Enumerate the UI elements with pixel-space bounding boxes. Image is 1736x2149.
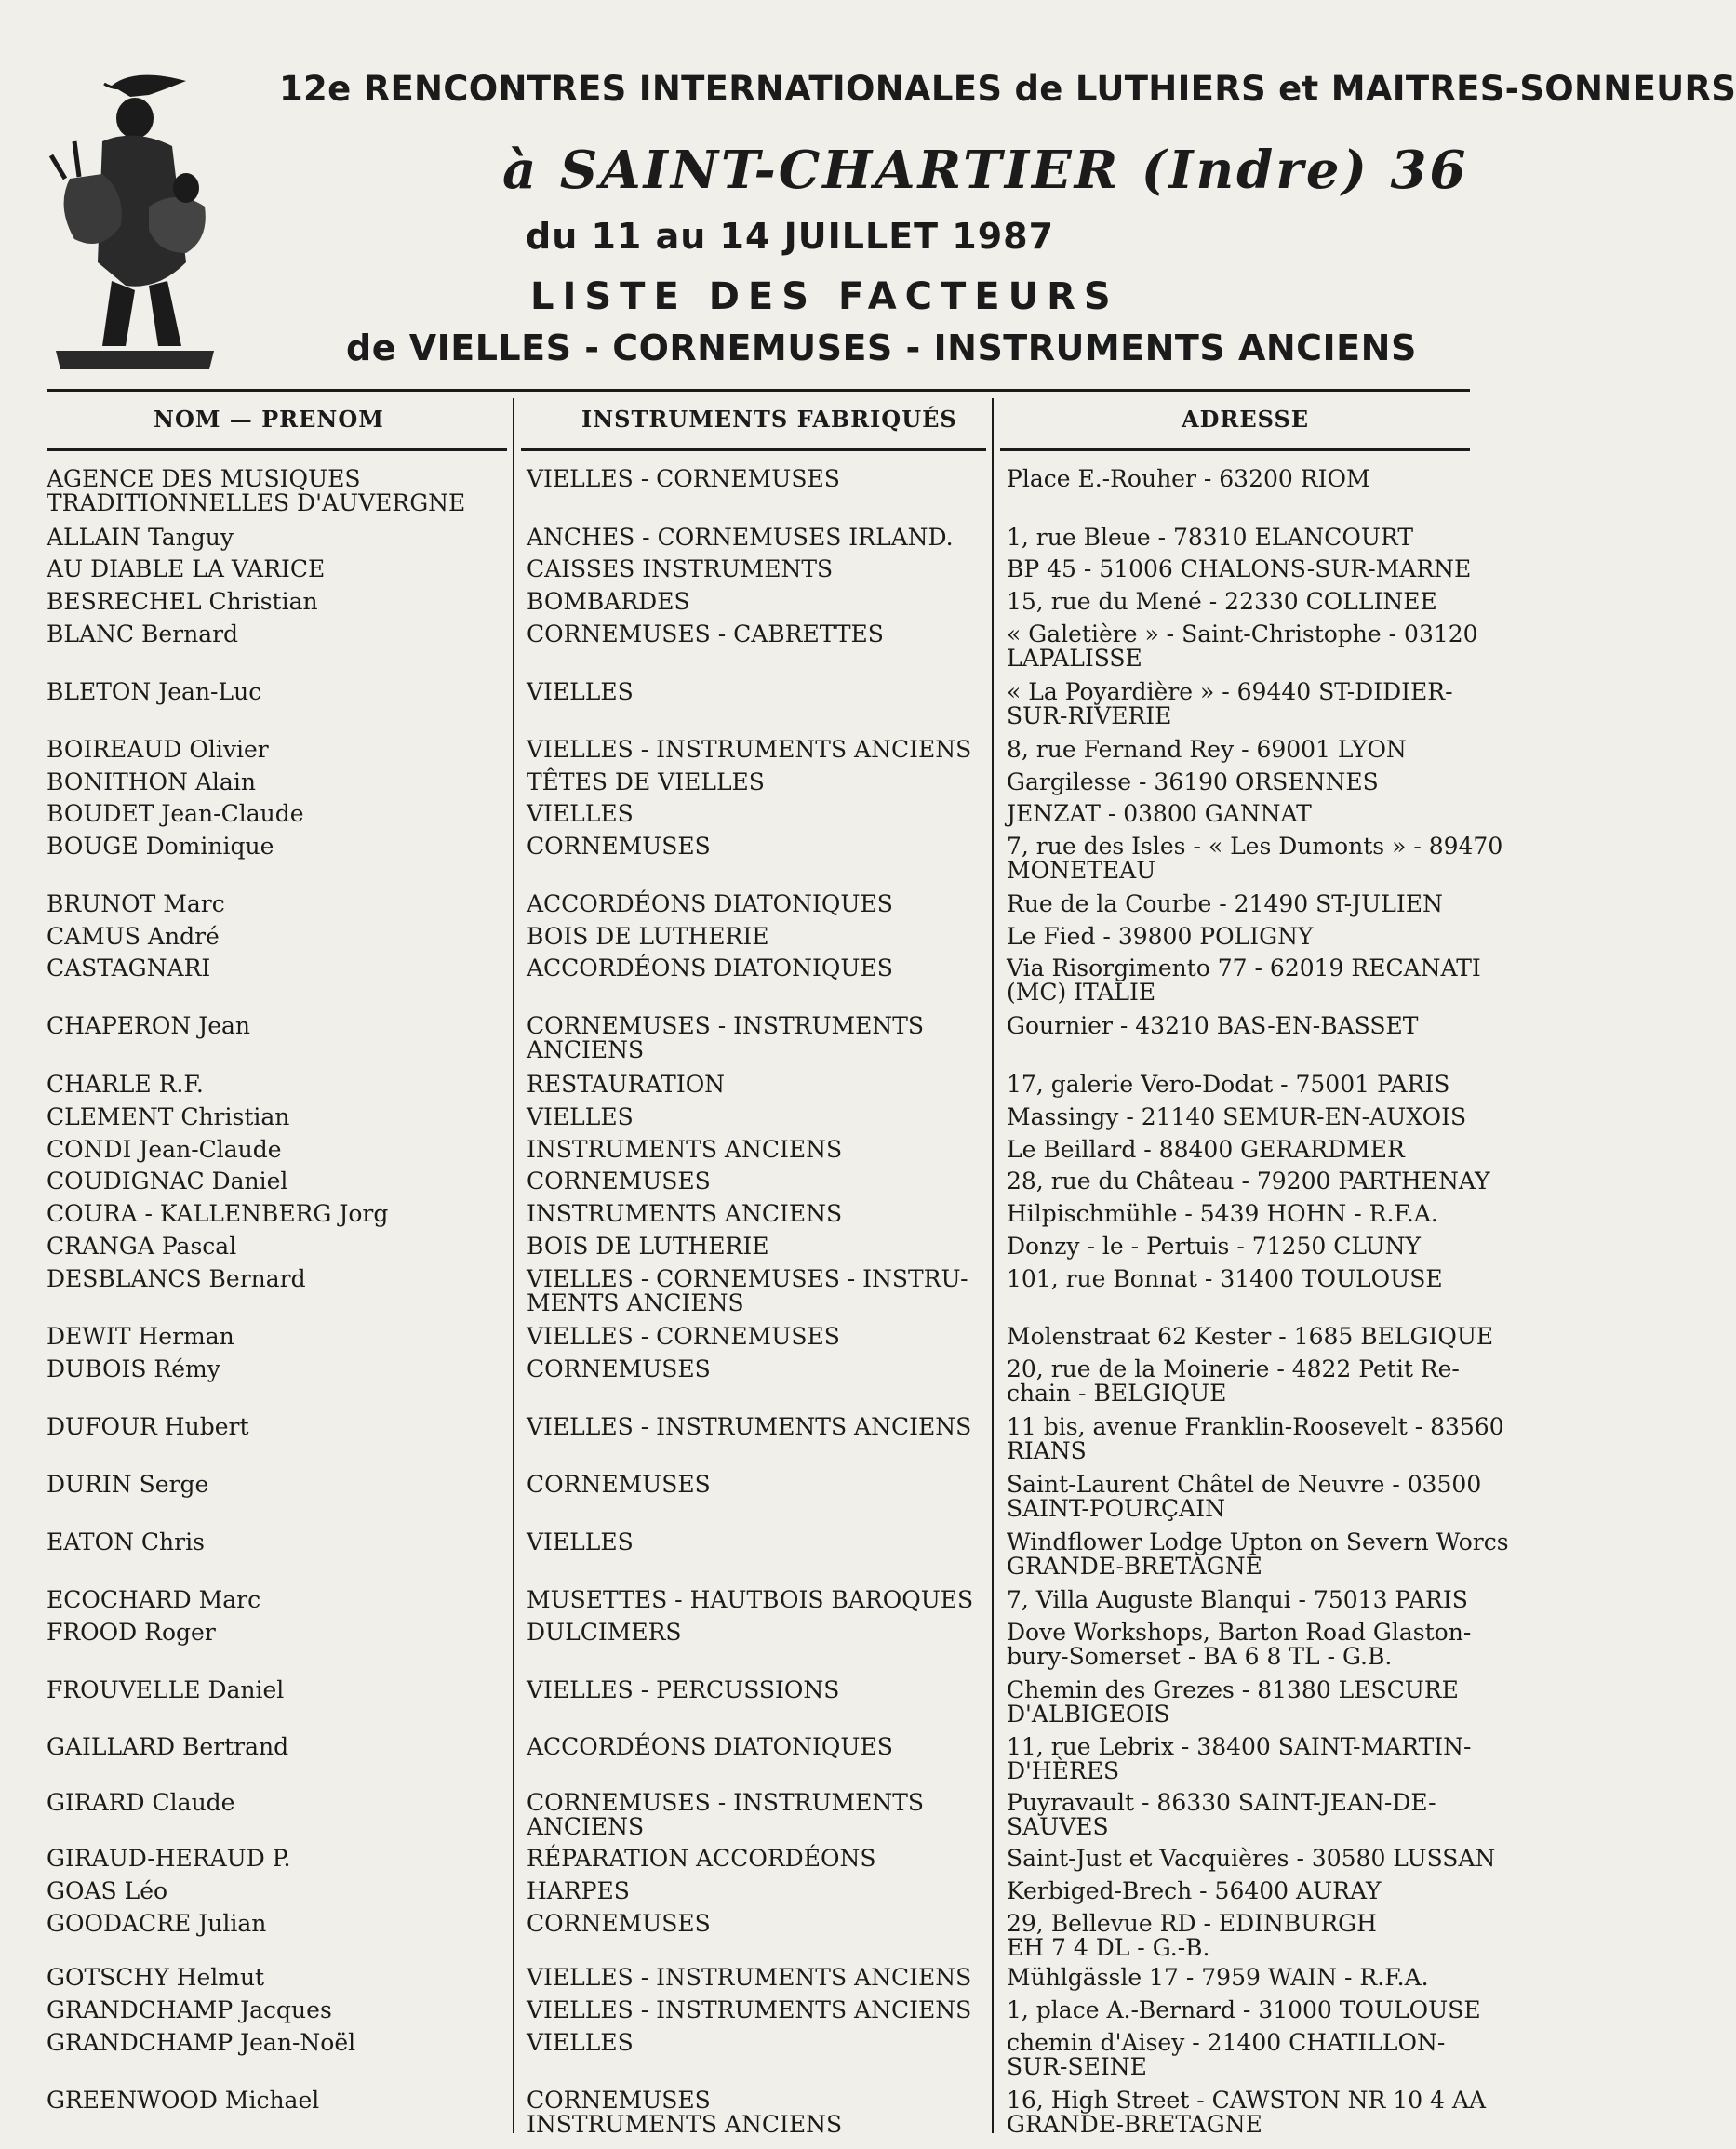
instruments-cell <box>527 1530 634 1555</box>
header-rule <box>47 389 1470 392</box>
instruments-cell-line: RÉPARATION ACCORDÉONS <box>527 1845 876 1872</box>
instruments-cell-line: BOIS DE LUTHERIE <box>527 1233 769 1260</box>
maker-name-cell-line: COURA - KALLENBERG Jorg <box>47 1200 389 1227</box>
address-cell <box>1007 1735 1472 1783</box>
instruments-cell-line: VIELLES <box>527 800 634 827</box>
maker-name-cell <box>47 738 269 762</box>
maker-name-cell <box>47 590 318 614</box>
maker-name-cell-line: FROOD Roger <box>47 1619 216 1646</box>
instruments-cell-line: MUSETTES - HAUTBOIS BAROQUES <box>527 1586 974 1613</box>
instruments-cell <box>527 1169 711 1194</box>
instruments-cell-line: ACCORDÉONS DIATONIQUES <box>527 1733 893 1760</box>
maker-name-cell-line: BLANC Bernard <box>47 621 239 647</box>
instruments-cell <box>527 1105 634 1129</box>
instruments-cell <box>527 1014 924 1062</box>
address-cell <box>1007 956 1481 1005</box>
instruments-cell-line: VIELLES <box>527 1528 634 1555</box>
instruments-cell <box>527 590 690 614</box>
instruments-cell-line: CORNEMUSES <box>527 833 711 860</box>
instruments-cell <box>527 680 634 704</box>
address-cell <box>1007 1235 1421 1259</box>
maker-name-cell-line: CONDI Jean-Claude <box>47 1136 282 1163</box>
maker-name-cell <box>47 1791 234 1815</box>
column-header-underline-2 <box>521 448 986 451</box>
address-cell <box>1007 1588 1468 1612</box>
instruments-cell-line: CORNEMUSES <box>527 2087 711 2114</box>
maker-name-cell-line: ALLAIN Tanguy <box>47 524 234 551</box>
instruments-cell-line: ANCIENS <box>527 1036 645 1063</box>
instruments-cell-line: VIELLES - INSTRUMENTS ANCIENS <box>527 736 972 763</box>
instruments-cell-line: ANCIENS <box>527 1813 645 1840</box>
maker-name-cell-line: GRANDCHAMP Jacques <box>47 1996 332 2023</box>
instruments-cell <box>527 1073 725 1097</box>
address-cell-line: Puyravault - 86330 SAINT-JEAN-DE- <box>1007 1789 1436 1816</box>
maker-name-cell <box>47 1530 205 1555</box>
maker-name-cell-line: BRUNOT Marc <box>47 890 225 917</box>
maker-name-cell-line: GOAS Léo <box>47 1877 168 1904</box>
address-cell-line: Massingy - 21140 SEMUR-EN-AUXOIS <box>1007 1103 1467 1130</box>
maker-name-cell-line: CHARLE R.F. <box>47 1071 204 1098</box>
header-event-title: 12e RENCONTRES INTERNATIONALES de LUTHIERS et MAITRES-SONNEURS <box>279 69 1736 109</box>
maker-name-cell-line: BESRECHEL Christian <box>47 588 318 615</box>
column-rule-1 <box>513 398 514 2133</box>
instruments-cell-line: RESTAURATION <box>527 1071 726 1098</box>
address-cell-line: Rue de la Courbe - 21490 ST-JULIEN <box>1007 890 1443 917</box>
instruments-cell-line: VIELLES - INSTRUMENTS ANCIENS <box>527 1996 972 2023</box>
address-cell-line: 1, place A.-Bernard - 31000 TOULOUSE <box>1007 1996 1481 2023</box>
maker-name-cell <box>47 956 210 981</box>
instruments-cell-line: VIELLES - CORNEMUSES <box>527 1323 840 1350</box>
maker-name-cell-line: FROUVELLE Daniel <box>47 1676 285 1703</box>
address-cell <box>1007 1678 1459 1727</box>
maker-name-cell-line: ECOCHARD Marc <box>47 1586 261 1613</box>
address-cell-line: GRANDE-BRETAGNE <box>1007 2111 1262 2138</box>
address-cell-line: SUR-SEINE <box>1007 2053 1147 2080</box>
instruments-cell <box>527 1966 971 1990</box>
maker-name-cell <box>47 467 465 515</box>
address-cell-line: Chemin des Grezes - 81380 LESCURE <box>1007 1676 1459 1703</box>
instruments-cell-line: HARPES <box>527 1877 630 1904</box>
address-cell-line: 16, High Street - CAWSTON NR 10 4 AA <box>1007 2087 1487 2114</box>
address-cell-line: 1, rue Bleue - 78310 ELANCOURT <box>1007 524 1413 551</box>
instruments-cell-line: CORNEMUSES <box>527 1910 711 1937</box>
instruments-cell-line: ANCHES - CORNEMUSES IRLAND. <box>527 524 954 551</box>
instruments-cell-line: VIELLES - CORNEMUSES - INSTRU- <box>527 1265 968 1292</box>
address-cell-line: Windflower Lodge Upton on Severn Worcs <box>1007 1528 1509 1555</box>
maker-name-cell <box>47 1735 288 1759</box>
address-cell-line: Saint-Just et Vacquières - 30580 LUSSAN <box>1007 1845 1496 1872</box>
instruments-cell-line: CORNEMUSES - INSTRUMENTS <box>527 1789 925 1816</box>
instruments-cell-line: TÊTES DE VIELLES <box>527 768 765 795</box>
address-cell-line: Gargilesse - 36190 ORSENNES <box>1007 768 1379 795</box>
maker-name-cell-line: GOODACRE Julian <box>47 1910 267 1937</box>
maker-name-cell <box>47 557 325 581</box>
header-instruments-subtitle: de VIELLES - CORNEMUSES - INSTRUMENTS ANCIENS <box>346 327 1417 368</box>
instruments-cell <box>527 956 893 981</box>
address-cell <box>1007 2089 1486 2137</box>
maker-name-cell-line: CLEMENT Christian <box>47 1103 290 1130</box>
instruments-cell-line: CORNEMUSES - INSTRUMENTS <box>527 1012 925 1039</box>
address-cell-line: Le Beillard - 88400 GERARDMER <box>1007 1136 1405 1163</box>
maker-name-cell <box>47 1998 332 2022</box>
address-cell <box>1007 1202 1438 1226</box>
maker-name-cell-line: DURIN Serge <box>47 1471 209 1498</box>
instruments-cell-line: CAISSES INSTRUMENTS <box>527 555 834 582</box>
address-cell <box>1007 467 1370 491</box>
address-cell-line: Dove Workshops, Barton Road Glaston- <box>1007 1619 1472 1646</box>
column-header-underline-3 <box>1000 448 1470 451</box>
instruments-cell <box>527 925 769 949</box>
address-cell-line: BP 45 - 51006 CHALONS-SUR-MARNE <box>1007 555 1472 582</box>
instruments-cell-line: DULCIMERS <box>527 1619 682 1646</box>
maker-name-cell <box>47 1357 220 1382</box>
address-cell <box>1007 834 1502 883</box>
instruments-cell-line: VIELLES <box>527 678 634 705</box>
address-cell <box>1007 892 1443 916</box>
header-dates: du 11 au 14 JUILLET 1987 <box>526 216 1055 257</box>
maker-name-cell <box>47 1415 249 1439</box>
instruments-cell-line: CORNEMUSES <box>527 1355 711 1382</box>
maker-name-cell-line: TRADITIONNELLES D'AUVERGNE <box>47 489 466 516</box>
maker-name-cell <box>47 1966 264 1990</box>
instruments-cell <box>527 557 833 581</box>
address-cell-line: 17, galerie Vero-Dodat - 75001 PARIS <box>1007 1071 1450 1098</box>
instruments-cell <box>527 892 893 916</box>
address-cell-line: 7, rue des Isles - « Les Dumonts » - 89470 <box>1007 833 1503 860</box>
header-location: à SAINT-CHARTIER (Indre) 36 <box>502 140 1469 201</box>
maker-name-cell-line: GOTSCHY Helmut <box>47 1964 265 1991</box>
address-cell-line: LAPALISSE <box>1007 645 1142 672</box>
maker-name-cell <box>47 1138 282 1162</box>
maker-name-cell <box>47 1105 289 1129</box>
instruments-cell <box>527 1325 840 1349</box>
address-cell <box>1007 1847 1495 1871</box>
address-cell <box>1007 770 1379 794</box>
instruments-cell <box>527 1415 971 1439</box>
address-cell-line: Donzy - le - Pertuis - 71250 CLUNY <box>1007 1233 1422 1260</box>
maker-name-cell <box>47 680 261 704</box>
instruments-cell-line: INSTRUMENTS ANCIENS <box>527 1200 843 1227</box>
maker-name-cell-line: CASTAGNARI <box>47 954 211 981</box>
maker-name-cell-line: DESBLANCS Bernard <box>47 1265 306 1292</box>
column-header-nom-prenom: NOM — PRENOM <box>154 406 384 433</box>
maker-name-cell <box>47 1621 216 1645</box>
maker-name-cell <box>47 892 225 916</box>
address-cell-line: 101, rue Bonnat - 31400 TOULOUSE <box>1007 1265 1443 1292</box>
instruments-cell-line: MENTS ANCIENS <box>527 1289 744 1316</box>
address-cell <box>1007 1621 1471 1669</box>
instruments-cell-line: INSTRUMENTS ANCIENS <box>527 1136 843 1163</box>
maker-name-cell <box>47 1267 306 1291</box>
maker-name-cell <box>47 1473 208 1497</box>
maker-name-cell-line: GIRARD Claude <box>47 1789 235 1816</box>
address-cell-line: (MC) ITALIE <box>1007 979 1156 1006</box>
address-cell <box>1007 738 1407 762</box>
instruments-cell-line: ACCORDÉONS DIATONIQUES <box>527 954 893 981</box>
address-cell-line: « La Poyardière » - 69440 ST-DIDIER- <box>1007 678 1453 705</box>
instruments-cell-line: ACCORDÉONS DIATONIQUES <box>527 890 893 917</box>
address-cell-line: 29, Bellevue RD - EDINBURGH <box>1007 1910 1377 1937</box>
maker-name-cell <box>47 2089 319 2113</box>
address-cell-line: 8, rue Fernand Rey - 69001 LYON <box>1007 736 1407 763</box>
instruments-cell-line: CORNEMUSES <box>527 1471 711 1498</box>
instruments-cell-line: BOIS DE LUTHERIE <box>527 923 769 950</box>
maker-name-cell-line: GAILLARD Bertrand <box>47 1733 289 1760</box>
instruments-cell-line: CORNEMUSES - CABRETTES <box>527 621 884 647</box>
instruments-cell-line: VIELLES <box>527 2029 634 2056</box>
address-cell-line: Via Risorgimento 77 - 62019 RECANATI <box>1007 954 1481 981</box>
instruments-cell <box>527 1847 875 1871</box>
address-cell <box>1007 526 1413 550</box>
address-cell-line: JENZAT - 03800 GANNAT <box>1007 800 1312 827</box>
maker-name-cell-line: AU DIABLE LA VARICE <box>47 555 326 582</box>
address-cell <box>1007 1473 1481 1521</box>
address-cell-line: chain - BELGIQUE <box>1007 1380 1227 1407</box>
maker-name-cell <box>47 1169 287 1194</box>
maker-name-cell <box>47 1202 388 1226</box>
address-cell-line: GRANDE-BRETAGNE <box>1007 1553 1262 1580</box>
address-cell <box>1007 1073 1449 1097</box>
address-cell-line: D'HÈRES <box>1007 1757 1120 1784</box>
address-cell-line: 15, rue du Mené - 22330 COLLINEE <box>1007 588 1437 615</box>
address-cell <box>1007 2031 1445 2079</box>
maker-name-cell <box>47 1325 234 1349</box>
maker-name-cell-line: BLETON Jean-Luc <box>47 678 262 705</box>
address-cell-line: Le Fied - 39800 POLIGNY <box>1007 923 1314 950</box>
address-cell-line: Kerbiged-Brech - 56400 AURAY <box>1007 1877 1382 1904</box>
address-cell-line: D'ALBIGEOIS <box>1007 1701 1170 1728</box>
address-cell <box>1007 1791 1436 1839</box>
maker-name-cell <box>47 1588 260 1612</box>
address-cell-line: SUR-RIVERIE <box>1007 702 1172 729</box>
address-cell-line: Place E.-Rouher - 63200 RIOM <box>1007 465 1370 492</box>
maker-name-cell-line: BONITHON Alain <box>47 768 256 795</box>
maker-name-cell <box>47 1678 284 1702</box>
maker-name-cell-line: CHAPERON Jean <box>47 1012 251 1039</box>
instruments-cell <box>527 526 954 550</box>
instruments-cell-line: CORNEMUSES <box>527 1168 711 1195</box>
address-cell <box>1007 1267 1443 1291</box>
header-list-title: LISTE DES FACTEURS <box>530 275 1119 318</box>
address-cell <box>1007 802 1312 826</box>
instruments-cell-line: VIELLES <box>527 1103 634 1130</box>
address-cell-line: Saint-Laurent Châtel de Neuvre - 03500 <box>1007 1471 1482 1498</box>
maker-name-cell <box>47 770 256 794</box>
instruments-cell-line: VIELLES - INSTRUMENTS ANCIENS <box>527 1413 972 1440</box>
instruments-cell <box>527 1678 839 1702</box>
address-cell <box>1007 925 1313 949</box>
maker-name-cell <box>47 1014 250 1038</box>
maker-name-cell-line: CRANGA Pascal <box>47 1233 237 1260</box>
address-cell-line: 11, rue Lebrix - 38400 SAINT-MARTIN- <box>1007 1733 1472 1760</box>
column-rule-2 <box>992 398 994 2133</box>
address-cell-line: Hilpischmühle - 5439 HOHN - R.F.A. <box>1007 1200 1438 1227</box>
address-cell-line: Gournier - 43210 BAS-EN-BASSET <box>1007 1012 1419 1039</box>
column-header-instruments: INSTRUMENTS FABRIQUÉS <box>581 406 957 433</box>
instruments-cell <box>527 1267 968 1315</box>
instruments-cell <box>527 467 840 491</box>
maker-name-cell <box>47 526 234 550</box>
maker-name-cell <box>47 622 238 647</box>
maker-name-cell <box>47 1879 167 1903</box>
maker-name-cell-line: BOIREAUD Olivier <box>47 736 269 763</box>
address-cell <box>1007 680 1453 728</box>
maker-name-cell <box>47 1912 266 1936</box>
instruments-cell <box>527 834 711 859</box>
address-cell-line: MONETEAU <box>1007 857 1156 884</box>
maker-name-cell-line: GIRAUD-HERAUD P. <box>47 1845 291 1872</box>
maker-name-cell-line: BOUDET Jean-Claude <box>47 800 304 827</box>
instruments-cell <box>527 738 971 762</box>
address-cell <box>1007 1138 1405 1162</box>
maker-name-cell <box>47 925 220 949</box>
address-cell-line: Mühlgässle 17 - 7959 WAIN - R.F.A. <box>1007 1964 1429 1991</box>
address-cell <box>1007 1014 1418 1038</box>
instruments-cell-line: VIELLES - PERCUSSIONS <box>527 1676 840 1703</box>
address-cell <box>1007 1966 1429 1990</box>
maker-name-cell <box>47 1847 290 1871</box>
instruments-cell-line: BOMBARDES <box>527 588 690 615</box>
address-cell <box>1007 622 1478 671</box>
instruments-cell <box>527 1879 630 1903</box>
address-cell-line: Molenstraat 62 Kester - 1685 BELGIQUE <box>1007 1323 1494 1350</box>
instruments-cell <box>527 1735 893 1759</box>
address-cell-line: « Galetière » - Saint-Christophe - 03120 <box>1007 621 1478 647</box>
address-cell <box>1007 557 1471 581</box>
document-header <box>0 0 1736 400</box>
instruments-cell <box>527 2031 634 2055</box>
maker-name-cell <box>47 1235 236 1259</box>
address-cell-line: SAUVES <box>1007 1813 1109 1840</box>
instruments-cell <box>527 1912 711 1936</box>
address-cell <box>1007 1530 1509 1579</box>
maker-name-cell-line: EATON Chris <box>47 1528 205 1555</box>
address-cell <box>1007 1169 1489 1194</box>
column-header-underline-1 <box>47 448 507 451</box>
instruments-cell <box>527 1791 924 1839</box>
instruments-cell <box>527 1621 682 1645</box>
maker-name-cell-line: DUFOUR Hubert <box>47 1413 249 1440</box>
address-cell <box>1007 1998 1481 2022</box>
instruments-cell <box>527 2089 842 2137</box>
instruments-cell <box>527 1138 842 1162</box>
instruments-cell <box>527 770 765 794</box>
address-cell <box>1007 1325 1493 1349</box>
maker-name-cell-line: BOUGE Dominique <box>47 833 274 860</box>
bagpiper-illustration-icon <box>47 67 223 374</box>
address-cell-line: 7, Villa Auguste Blanqui - 75013 PARIS <box>1007 1586 1468 1613</box>
instruments-cell-line: VIELLES - CORNEMUSES <box>527 465 840 492</box>
maker-name-cell-line: CAMUS André <box>47 923 220 950</box>
address-cell <box>1007 590 1437 614</box>
maker-name-cell-line: AGENCE DES MUSIQUES <box>47 465 361 492</box>
maker-name-cell-line: COUDIGNAC Daniel <box>47 1168 288 1195</box>
address-cell <box>1007 1105 1466 1129</box>
address-cell <box>1007 1415 1504 1463</box>
address-cell-line: 20, rue de la Moinerie - 4822 Petit Re- <box>1007 1355 1460 1382</box>
maker-name-cell-line: DEWIT Herman <box>47 1323 234 1350</box>
instruments-cell <box>527 1588 973 1612</box>
address-cell <box>1007 1879 1382 1903</box>
address-cell-line: EH 7 4 DL - G.-B. <box>1007 1934 1210 1961</box>
instruments-cell <box>527 1202 842 1226</box>
address-cell-line: chemin d'Aisey - 21400 CHATILLON- <box>1007 2029 1446 2056</box>
instruments-cell-line: INSTRUMENTS ANCIENS <box>527 2111 843 2138</box>
instruments-cell-line: VIELLES - INSTRUMENTS ANCIENS <box>527 1964 972 1991</box>
maker-name-cell-line: DUBOIS Rémy <box>47 1355 220 1382</box>
maker-name-cell <box>47 802 304 826</box>
address-cell <box>1007 1912 1377 1960</box>
address-cell-line: 11 bis, avenue Franklin-Roosevelt - 83560 <box>1007 1413 1504 1440</box>
maker-name-cell <box>47 1073 204 1097</box>
instruments-cell <box>527 1235 769 1259</box>
address-cell-line: RIANS <box>1007 1437 1087 1464</box>
maker-name-cell-line: GRANDCHAMP Jean-Noël <box>47 2029 356 2056</box>
maker-name-cell-line: GREENWOOD Michael <box>47 2087 320 2114</box>
instruments-cell <box>527 802 634 826</box>
instruments-cell <box>527 1473 711 1497</box>
maker-name-cell <box>47 2031 355 2055</box>
maker-name-cell <box>47 834 274 859</box>
instruments-cell <box>527 1998 971 2022</box>
instruments-cell <box>527 1357 711 1382</box>
address-cell-line: bury-Somerset - BA 6 8 TL - G.B. <box>1007 1643 1393 1670</box>
instruments-cell <box>527 622 884 647</box>
column-header-adresse: ADRESSE <box>1182 406 1310 433</box>
address-cell <box>1007 1357 1460 1406</box>
address-cell-line: 28, rue du Château - 79200 PARTHENAY <box>1007 1168 1490 1195</box>
address-cell-line: SAINT-POURÇAIN <box>1007 1495 1225 1522</box>
